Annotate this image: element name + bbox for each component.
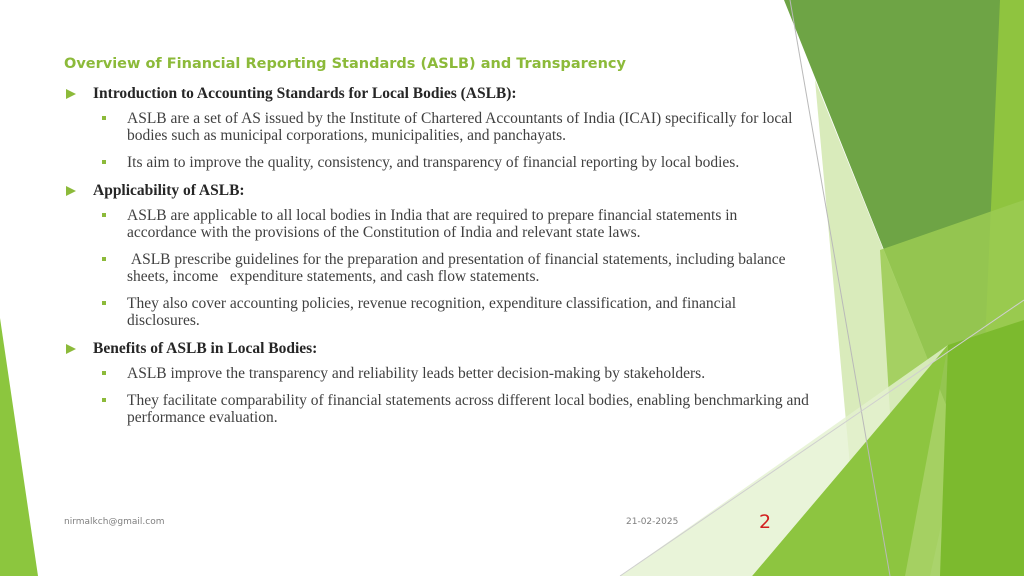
bullet-list [64, 365, 809, 426]
list-item [64, 392, 809, 426]
list-item-text: ASLB improve the transparency and reliability leads better decision-making by stakeholders. [127, 365, 706, 382]
slide-title: Overview of Financial Reporting Standards (ASLB) and Transparency [64, 56, 626, 72]
list-item [64, 251, 809, 285]
section-heading-text: Applicability of ASLB: [93, 182, 245, 199]
section-applicability [64, 181, 809, 329]
arrow-bullet-icon [66, 89, 76, 99]
square-bullet-icon [102, 116, 106, 120]
square-bullet-icon [102, 398, 106, 402]
list-item-text: They facilitate comparability of financial statements across different local bodies, enabling benchmarking and performance evaluation. [127, 392, 809, 426]
footer-date: 21-02-2025 [626, 517, 679, 527]
list-item [64, 295, 809, 329]
page-number: 2 [759, 511, 772, 533]
section-heading [64, 181, 809, 201]
left-green-facet [0, 318, 38, 576]
square-bullet-icon [102, 213, 106, 217]
list-item-text: ASLB are applicable to all local bodies in India that are required to prepare financial statements in accordance with the provisions of the Constitution of India and relevant state laws. [127, 207, 738, 241]
list-item-text: ASLB prescribe guidelines for the preparation and presentation of financial statements, including balance sheets, income expenditure statements, and cash flow statements. [127, 251, 790, 285]
list-item-text: ASLB are a set of AS issued by the Institute of Chartered Accountants of India (ICAI) specifically for local bodies such as municipal corporations, municipalities, and panchayats. [127, 110, 793, 144]
list-item [64, 110, 809, 144]
square-bullet-icon [102, 301, 106, 305]
section-heading-text: Benefits of ASLB in Local Bodies: [93, 340, 318, 357]
section-heading [64, 339, 809, 359]
square-bullet-icon [102, 257, 106, 261]
bullet-list [64, 207, 809, 329]
section-heading-text: Introduction to Accounting Standards for Local Bodies (ASLB): [93, 85, 517, 102]
list-item [64, 365, 809, 382]
section-benefits [64, 339, 809, 426]
right-bright-facet [940, 320, 1024, 576]
section-introduction [64, 84, 809, 171]
slide-content [64, 84, 809, 436]
footer-email: nirmalkch@gmail.com [64, 517, 165, 527]
arrow-bullet-icon [66, 186, 76, 196]
arrow-bullet-icon [66, 344, 76, 354]
section-heading [64, 84, 809, 104]
list-item-text: They also cover accounting policies, revenue recognition, expenditure classification, and financial disclosures. [127, 295, 737, 329]
square-bullet-icon [102, 160, 106, 164]
list-item-text: Its aim to improve the quality, consistency, and transparency of financial reporting by local bodies. [127, 154, 740, 171]
square-bullet-icon [102, 371, 106, 375]
list-item [64, 207, 809, 241]
list-item [64, 154, 809, 171]
bullet-list [64, 110, 809, 171]
